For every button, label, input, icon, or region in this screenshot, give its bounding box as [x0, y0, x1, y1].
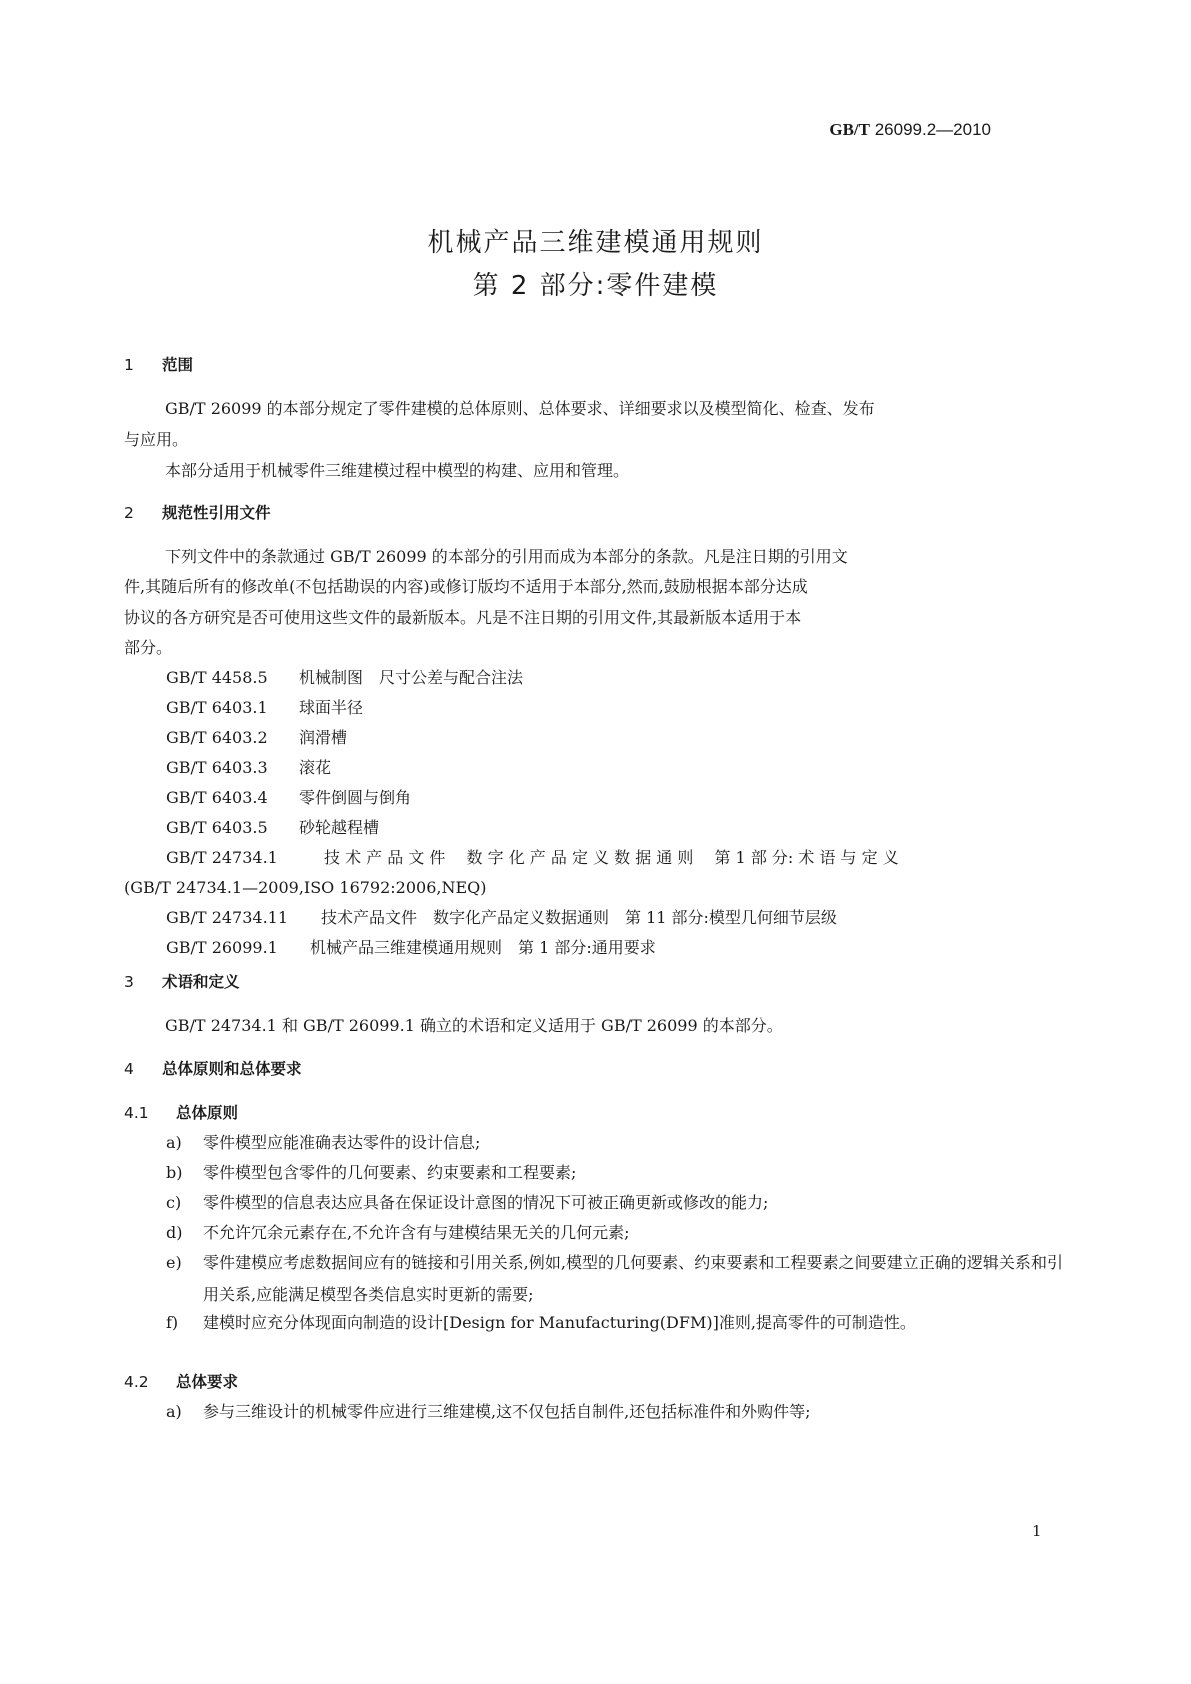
paragraph-text: 下列文件中的条款通过 GB/T 26099 的本部分的引用而成为本部分的条款。凡是注日期的引用文: [165, 547, 848, 566]
section-heading-2: 2 规范性引用文件: [124, 504, 271, 522]
reference-item: GB/T 24734.11 技术产品文件 数字化产品定义数据通则 第 11 部分:模型几何细节层级: [166, 908, 837, 927]
reference-item-continuation: (GB/T 24734.1—2009,ISO 16792:2006,NEQ): [124, 878, 487, 897]
reference-item: GB/T 6403.5 砂轮越程槽: [166, 818, 380, 837]
reference-item: GB/T 6403.2 润滑槽: [166, 728, 348, 747]
reference-item: GB/T 6403.3 滚花: [166, 758, 332, 777]
section-heading-1: 1 范围: [124, 356, 194, 374]
paragraph-text: 与应用。: [124, 430, 189, 449]
subsection-heading-4-2: 4.2 总体要求: [124, 1373, 239, 1391]
paragraph-text: 件,其随后所有的修改单(不包括勘误的内容)或修订版均不适用于本部分,然而,鼓励根据本部分达成: [124, 577, 808, 596]
list-item: e) 零件建模应考虑数据间应有的链接和引用关系,例如,模型的几何要素、约束要素和工程要素之间要建立正确的逻辑关系和引用关系,应能满足模型各类信息实时更新的需要;: [166, 1253, 1063, 1304]
reference-item: GB/T 6403.4 零件倒圆与倒角: [166, 788, 412, 807]
document-subtitle: 第 2 部分:零件建模: [472, 271, 719, 301]
list-item: c) 零件模型的信息表达应具备在保证设计意图的情况下可被正确更新或修改的能力;: [166, 1193, 769, 1212]
reference-item: GB/T 24734.1 技 术 产 品 文 件 数 字 化 产 品 定 义 数 据 通 则 第 1 部 分: 术 语 与 定 义: [166, 848, 899, 867]
list-item: d) 不允许冗余元素存在,不允许含有与建模结果无关的几何元素;: [166, 1223, 630, 1242]
paragraph-text: 协议的各方研究是否可使用这些文件的最新版本。凡是不注日期的引用文件,其最新版本适用于本: [124, 608, 802, 627]
subsection-heading-4-1: 4.1 总体原则: [124, 1104, 239, 1122]
section-heading-3: 3 术语和定义: [124, 973, 240, 991]
list-item: a) 零件模型应能准确表达零件的设计信息;: [166, 1133, 481, 1152]
reference-item: GB/T 6403.1 球面半径: [166, 698, 364, 717]
standard-number: [829, 120, 991, 140]
list-item: a) 参与三维设计的机械零件应进行三维建模,这不仅包括自制件,还包括标准件和外购件等;: [166, 1402, 811, 1421]
page-number: 1: [1032, 1522, 1042, 1540]
paragraph-text: 部分。: [124, 638, 173, 657]
reference-item: GB/T 4458.5 机械制图 尺寸公差与配合注法: [166, 668, 524, 687]
standard-prefix: GB/T: [829, 120, 870, 139]
list-item: b) 零件模型包含零件的几何要素、约束要素和工程要素;: [166, 1163, 577, 1182]
section-heading-4: 4 总体原则和总体要求: [124, 1060, 302, 1078]
list-item: f) 建模时应充分体现面向制造的设计[Design for Manufacturing(DFM)]准则,提高零件的可制造性。: [166, 1313, 916, 1332]
paragraph-text: GB/T 24734.1 和 GB/T 26099.1 确立的术语和定义适用于 GB/T 26099 的本部分。: [165, 1016, 783, 1035]
paragraph-text: GB/T 26099 的本部分规定了零件建模的总体原则、总体要求、详细要求以及模型简化、检查、发布: [165, 399, 875, 418]
paragraph-text: 本部分适用于机械零件三维建模过程中模型的构建、应用和管理。: [165, 461, 630, 480]
document-title: 机械产品三维建模通用规则: [427, 228, 764, 258]
standard-code: 26099.2—2010: [874, 120, 991, 139]
reference-item: GB/T 26099.1 机械产品三维建模通用规则 第 1 部分:通用要求: [166, 938, 656, 957]
